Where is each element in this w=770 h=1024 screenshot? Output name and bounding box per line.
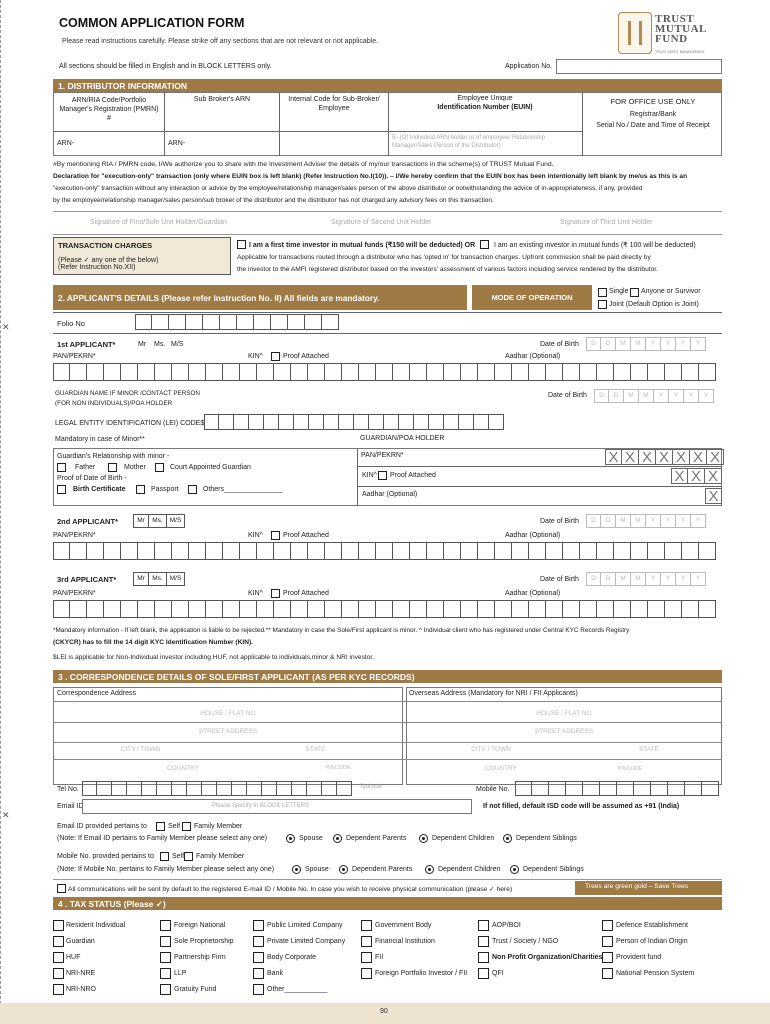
ovs-pincode-placeholder: PINCODE (617, 766, 643, 772)
tax-nri-nro-checkbox[interactable] (53, 984, 64, 995)
third-applicant-label: 3rd APPLICANT* (57, 575, 117, 584)
second-dob-cells[interactable]: D D M M Y Y Y Y (586, 514, 706, 528)
page-number: 90 (380, 1008, 388, 1015)
distributor-section-title: 1. DISTRIBUTOR INFORMATION (58, 81, 188, 91)
first-dob-label: Date of Birth (540, 341, 579, 348)
tax-nri-nre-checkbox[interactable] (53, 968, 64, 979)
transaction-charges-title: TRANSACTION CHARGES (58, 241, 153, 250)
first-dob-cells[interactable]: D D M M Y Y Y Y (586, 337, 706, 351)
tax-defence-checkbox[interactable] (602, 920, 613, 931)
tax-public-ltd-label: Public Limited Company (267, 922, 343, 929)
mode-joint-label: Joint (Default Option is Joint) (609, 301, 699, 308)
email-spouse-radio[interactable] (286, 834, 295, 843)
mode-of-operation-label: MODE OF OPERATION (472, 285, 592, 310)
arn-code-header: ARN/RIA Code/Portfolio Manager's Registration (PMRN) # (59, 97, 159, 122)
application-no-field[interactable] (556, 59, 722, 74)
tax-gratuity-label: Gratuity Fund (174, 986, 217, 993)
logo-text: TRUST MUTUAL FUND (655, 13, 707, 45)
first-name-cells[interactable] (53, 363, 716, 381)
passport-checkbox[interactable] (136, 485, 145, 494)
block-letters-note: All sections should be filled in English and in BLOCK LETTERS only. (59, 63, 272, 70)
guardian-poa-label: GUARDIAN/POA HOLDER (360, 435, 445, 442)
guardian-pan-label: PAN/PEKRN* (361, 452, 404, 459)
tax-llp-label: LLP (174, 970, 187, 977)
sub-broker-header: Sub Broker's ARN (193, 96, 251, 103)
mode-single-checkbox[interactable] (598, 288, 607, 297)
corr-house-placeholder: HOUSE / FLAT NO (200, 710, 256, 717)
overseas-address-label: Overseas Address (Mandatory for NRI / FII Applicants) (409, 690, 578, 697)
tax-defence-label: Defence Establishment (616, 922, 688, 929)
tax-guardian-label: Guardian (66, 938, 95, 945)
tax-npo-label: Non Profit Organization/Charities (492, 954, 603, 961)
guardian-pan-x-cells: X X X X X X X (605, 449, 724, 465)
ovs-street-placeholder: STREET ADDRESS (534, 728, 594, 735)
guardian-kin-x-cells: X X X (671, 468, 722, 484)
third-proof-checkbox[interactable] (271, 589, 280, 598)
tel-label: Tel No. (57, 786, 79, 793)
physical-comm-label: All communications will be sent by default to the registered E-mail ID / Mobile No. In case you wish to receive physical communication (please ✓ here) (68, 886, 513, 893)
tax-govt-body-checkbox[interactable] (361, 920, 372, 931)
mobile-siblings-label: Dependent Siblings (523, 866, 584, 873)
others-checkbox[interactable] (188, 485, 197, 494)
birth-cert-label: Birth Certificate (73, 486, 126, 493)
tax-fpi-label: Foreign Portfolio Investor / FII (375, 970, 468, 977)
email-placeholder: Please Specify In BLOCK LETTERS (212, 803, 310, 809)
tax-foreign-national-checkbox[interactable] (160, 920, 171, 931)
guardian-label-1: GUARDIAN NAME IF MINOR /CONTACT PERSON (55, 390, 200, 397)
third-name-cells[interactable] (53, 600, 716, 618)
mobile-parents-label: Dependent Parents (352, 866, 413, 873)
folio-label: Folio No (57, 319, 85, 328)
tax-pio-label: Person of Indian Origin (616, 938, 688, 945)
form-instruction: Please read instructions carefully. Please strike off any sections that are not relevant or not applicable. (62, 38, 379, 45)
guardian-aadhar-label: Aadhar (Optional) (362, 491, 418, 498)
mandatory-minor-label: Mandatory in case of Minor** (55, 436, 145, 443)
mobile-spouse-radio[interactable] (292, 865, 301, 874)
tax-public-ltd-checkbox[interactable] (253, 920, 264, 931)
tax-resident-checkbox[interactable] (53, 920, 64, 931)
scissor-icon: ✕ (2, 810, 10, 820)
tax-pf-label: Provident fund (616, 954, 662, 961)
tax-trust-checkbox[interactable] (478, 936, 489, 947)
email-self-label: Self (168, 823, 181, 830)
signature-second-holder[interactable]: Signature of Second Unit Holder (331, 219, 432, 226)
tax-fii-label: FII (375, 954, 384, 961)
tax-bank-label: Bank (267, 970, 283, 977)
transaction-charges-note2: (Refer Instruction No.XII) (58, 264, 136, 271)
tax-qfi-label: QFI (492, 970, 504, 977)
second-kin-label: KIN^ (248, 532, 263, 539)
logo-subtext: TRUST ASSET MANAGEMENT (655, 50, 705, 54)
euin-field-note[interactable]: E- (Of Individual ARN holder or of employee/ Relationship Manager/Sales Person of the Distributor) (392, 135, 546, 149)
corr-street-placeholder: STREET ADDRESS (198, 728, 258, 735)
first-aadhar-label: Aadhar (Optional) (505, 353, 561, 360)
corr-pincode-placeholder: PINCODE (325, 765, 351, 771)
arn-prefix-2[interactable]: ARN- (168, 140, 186, 147)
father-checkbox[interactable] (57, 463, 66, 472)
email-spouse-label: Spouse (299, 835, 323, 842)
mother-label: Mother (124, 464, 146, 471)
tax-resident-label: Resident Individual (66, 922, 126, 929)
execution-only-declaration: Declaration for "execution-only" transaction (only where EUIN box is left blank) (Refer Instruction No.I(10)). – I/We hereby confirm that the EUIN box has been intentionally left blank by me/us as this is an (53, 173, 688, 180)
email-pertains-label: Email ID provided pertains to (57, 823, 147, 830)
court-guardian-label: Court Appointed Guardian (170, 464, 251, 471)
mandatory-note-1: *Mandatory information - If left blank, the application is liable to be rejected.** Mandatory in case the Sole/First applicant is minor. ^ Individual client who has registered under Central KYC Records Registry (53, 627, 630, 634)
lei-cells[interactable] (204, 414, 504, 430)
others-label: Others_______________ (203, 486, 283, 493)
form-title: COMMON APPLICATION FORM (59, 16, 245, 30)
email-note: (Note: If Email ID pertains to Family Member please select any one) (57, 835, 268, 842)
ovs-country-placeholder: COUNTRY (484, 765, 518, 772)
euin-header-line2: Identification Number (EUIN) (437, 104, 533, 111)
tax-huf-checkbox[interactable] (53, 952, 64, 963)
tax-trust-label: Trust / Society / NGO (492, 938, 559, 945)
transaction-charges-note1: (Please ✓ any one of the below) (58, 257, 159, 264)
execution-only-text: "execution-only" transaction without any interaction or advice by the employee/relationship manager/sales person of the above distributor or notwithstanding the advice of in-appropriateness, if any, provided (53, 185, 643, 192)
tax-fpi-checkbox[interactable] (361, 968, 372, 979)
third-kin-label: KIN^ (248, 590, 263, 597)
mode-joint-checkbox[interactable] (598, 300, 607, 309)
second-proof-label: Proof Attached (283, 532, 329, 539)
mobile-pertains-label: Mobile No. provided pertains to (57, 853, 154, 860)
tax-foreign-national-label: Foreign National (174, 922, 226, 929)
trust-mf-logo (618, 12, 722, 58)
tax-fii-checkbox[interactable] (361, 952, 372, 963)
second-dob-label: Date of Birth (540, 518, 579, 525)
tax-body-corp-label: Body Corporate (267, 954, 317, 961)
signature-first-holder[interactable]: Signature of First/Sole Unit Holder/Guardian (90, 219, 227, 226)
ovs-city-placeholder: CITY / TOWN (471, 746, 511, 753)
guardian-label-2: (FOR NON INDIVIDUALS)/POA HOLDER (55, 400, 173, 407)
tax-nps-label: National Pension System (616, 970, 695, 977)
first-kin-label: KIN^ (248, 353, 263, 360)
mobile-siblings-radio[interactable] (510, 865, 519, 874)
guardian-proof-label: Proof Attached (390, 472, 436, 479)
lei-note: $LEI is applicable for Non-Individual investor including HUF, not applicable to individuals,minor & NRI investor. (53, 654, 375, 661)
guardian-dob-cells[interactable]: D D M M Y Y Y Y (594, 389, 714, 403)
tax-gratuity-checkbox[interactable] (160, 984, 171, 995)
transaction-charges-info1: Applicable for transactions routed through a distributor who has 'opted in' for transaction charges. Upfront commission shall be paid directly by (237, 254, 651, 261)
corr-state-placeholder: STATE (305, 746, 326, 753)
cut-line (0, 0, 1, 1024)
tax-nps-checkbox[interactable] (602, 968, 613, 979)
mobile-cells[interactable] (515, 781, 719, 796)
father-label: Father (75, 464, 96, 471)
mobile-parents-radio[interactable] (339, 865, 348, 874)
tax-guardian-checkbox[interactable] (53, 936, 64, 947)
mobile-label: Mobile No. (476, 786, 510, 793)
second-aadhar-label: Aadhar (Optional) (505, 532, 561, 539)
tax-private-ltd-label: Private Limited Company (267, 938, 346, 945)
ria-authorization-text: #By mentioning RIA / PMRN code, I/We authorize you to share with the Investment Adviser the details of my/our transactions in the scheme(s) of TRUST Mutual Fund. (53, 161, 554, 168)
guardian-dob-label: Date of Birth (548, 392, 587, 399)
email-family-checkbox[interactable] (182, 822, 191, 831)
isd-note: If not filled, default ISD code will be assumed as +91 (India) (483, 803, 680, 810)
first-pan-label: PAN/PEKRN* (53, 353, 96, 360)
email-parents-radio[interactable] (333, 834, 342, 843)
salutation-ms[interactable]: Ms. (154, 341, 166, 348)
proof-dob-label: Proof of Date of Birth - (57, 475, 127, 482)
mobile-self-checkbox[interactable] (160, 852, 169, 861)
first-time-investor-checkbox[interactable] (237, 240, 246, 249)
third-proof-label: Proof Attached (283, 590, 329, 597)
passport-label: Passport (151, 486, 179, 493)
office-use-serial: Serial No./ Date and Time of Receipt (596, 122, 710, 129)
email-family-label: Family Member (194, 823, 243, 830)
tax-sole-prop-checkbox[interactable] (160, 936, 171, 947)
first-applicant-label: 1st APPLICANT* (57, 340, 116, 349)
mandatory-note-2: (CKYCR) has to fill the 14 digit KYC Identification Number (KIN). (53, 639, 254, 646)
third-salutation-cells[interactable]: Mr Ms. M/S (133, 572, 185, 586)
first-proof-checkbox[interactable] (271, 352, 280, 361)
court-guardian-checkbox[interactable] (155, 463, 164, 472)
tax-body-corp-checkbox[interactable] (253, 952, 264, 963)
mother-checkbox[interactable] (108, 463, 117, 472)
tax-qfi-checkbox[interactable] (478, 968, 489, 979)
mode-anyone-checkbox[interactable] (630, 288, 639, 297)
mobile-family-label: Family Member (196, 853, 245, 860)
arn-prefix-1[interactable]: ARN- (57, 140, 75, 147)
third-aadhar-label: Aadhar (Optional) (505, 590, 561, 597)
tax-other-checkbox[interactable] (253, 984, 264, 995)
save-trees-text: Trees are green gold – Save Trees (585, 883, 689, 890)
guardian-proof-checkbox[interactable] (378, 471, 387, 480)
salutation-ms2[interactable]: M/S (171, 341, 184, 348)
existing-investor-label: I am an existing investor in mutual funds (₹ 100 will be deducted) (494, 242, 696, 249)
email-self-checkbox[interactable] (156, 822, 165, 831)
second-name-cells[interactable] (53, 542, 716, 560)
tax-aop-label: AOP/BOI (492, 922, 521, 929)
mobile-note: (Note: If Mobile No. pertains to Family Member please select any one) (57, 866, 275, 873)
tax-bank-checkbox[interactable] (253, 968, 264, 979)
correspondence-section-title: 3 . CORRESPONDENCE DETAILS OF SOLE/FIRST APPLICANT (AS PER KYC RECORDS) (58, 672, 415, 682)
office-use-registrar: Registrar/Bank (629, 111, 677, 118)
transaction-charges-info2: the investor to the AMFI registered distributor based on the investors' assessment of various factors including service rendered by the distributor. (237, 266, 658, 273)
mode-single-label: Single (609, 288, 629, 295)
tax-aop-checkbox[interactable] (478, 920, 489, 931)
second-pan-label: PAN/PEKRN* (53, 532, 96, 539)
tax-sole-prop-label: Sole Proprietorship (174, 938, 234, 945)
salutation-mr[interactable]: Mr (138, 341, 147, 348)
corr-city-placeholder: CITY / TOWN (120, 746, 161, 753)
tax-partnership-label: Partnership Firm (174, 954, 226, 961)
physical-comm-checkbox[interactable] (57, 884, 66, 893)
application-no-label: Application No. (505, 63, 553, 70)
scissor-icon: ✕ (2, 322, 10, 332)
lei-label: LEGAL ENTITY IDENTIFICATION (LEI) CODE$ (55, 420, 205, 427)
tax-nri-nre-label: NRI-NRE (66, 970, 96, 977)
third-pan-label: PAN/PEKRN* (53, 590, 96, 597)
tax-npo-checkbox[interactable] (478, 952, 489, 963)
guardian-relationship-label: Guardian's Relationship with minor - (57, 453, 170, 460)
corr-country-placeholder: COUNTRY (166, 765, 200, 772)
guardian-aadhar-x-cells: X (705, 488, 722, 504)
ovs-state-placeholder: STATE (639, 746, 659, 753)
tax-govt-body-label: Government Body (375, 922, 432, 929)
execution-only-text-2: by the employee/relationship manager/sales person/sub broker of the distributor and the distributor has not charged any advisory fees on this transaction. (53, 197, 494, 204)
mode-anyone-label: Anyone or Survivor (641, 288, 701, 295)
tax-pio-checkbox[interactable] (602, 936, 613, 947)
tax-fin-inst-checkbox[interactable] (361, 936, 372, 947)
first-time-investor-label: I am a first time investor in mutual funds (₹150 will be deducted) OR (249, 242, 476, 249)
email-label: Email ID (57, 803, 84, 810)
email-siblings-radio[interactable] (503, 834, 512, 843)
euin-header-line1: Employee Unique (457, 95, 513, 102)
tax-huf-label: HUF (66, 954, 81, 961)
tax-nri-nro-label: NRI-NRO (66, 986, 96, 993)
tel-cells[interactable] (82, 781, 352, 796)
mobile-family-checkbox[interactable] (184, 852, 193, 861)
second-salutation-cells[interactable]: Mr Ms. M/S (133, 514, 185, 528)
tax-partnership-checkbox[interactable] (160, 952, 171, 963)
second-applicant-label: 2nd APPLICANT* (57, 517, 118, 526)
mobile-children-label: Dependent Children (438, 866, 501, 873)
birth-cert-checkbox[interactable] (57, 485, 66, 494)
second-proof-checkbox[interactable] (271, 531, 280, 540)
email-children-label: Dependent Children (432, 835, 495, 842)
first-proof-label: Proof Attached (283, 353, 329, 360)
tax-pf-checkbox[interactable] (602, 952, 613, 963)
folio-number-cells[interactable] (135, 314, 339, 330)
tax-other-label: Other___________ (267, 986, 328, 993)
email-parents-label: Dependent Parents (346, 835, 407, 842)
mobile-spouse-label: Spouse (305, 866, 329, 873)
stdcode-label: Stdcode (360, 784, 383, 790)
third-dob-cells[interactable]: D D M M Y Y Y Y (586, 572, 706, 586)
internal-code-header: Internal Code for Sub-Broker/ Employee (288, 96, 380, 112)
mobile-children-radio[interactable] (425, 865, 434, 874)
guardian-kin-label: KIN^ (362, 472, 377, 479)
office-use-label: FOR OFFICE USE ONLY (610, 97, 696, 106)
tax-fin-inst-label: Financial Institution (375, 938, 435, 945)
email-siblings-label: Dependent Siblings (516, 835, 577, 842)
logo-mark-icon (618, 12, 652, 54)
tax-llp-checkbox[interactable] (160, 968, 171, 979)
page-footer (0, 1003, 770, 1024)
tax-private-ltd-checkbox[interactable] (253, 936, 264, 947)
email-children-radio[interactable] (419, 834, 428, 843)
tax-section-title: 4 . TAX STATUS (Please ✓) (58, 899, 166, 909)
existing-investor-checkbox[interactable] (480, 240, 489, 249)
ovs-house-placeholder: HOUSE / FLAT NO (536, 710, 592, 717)
signature-third-holder[interactable]: Signature of Third Unit Holder (560, 219, 653, 226)
correspondence-address-label: Correspondence Address (57, 690, 136, 697)
third-dob-label: Date of Birth (540, 576, 579, 583)
mobile-self-label: Self (172, 853, 185, 860)
applicants-section-title: 2. APPLICANT'S DETAILS (Please refer Instruction No. II) All fields are mandatory. (58, 293, 380, 303)
